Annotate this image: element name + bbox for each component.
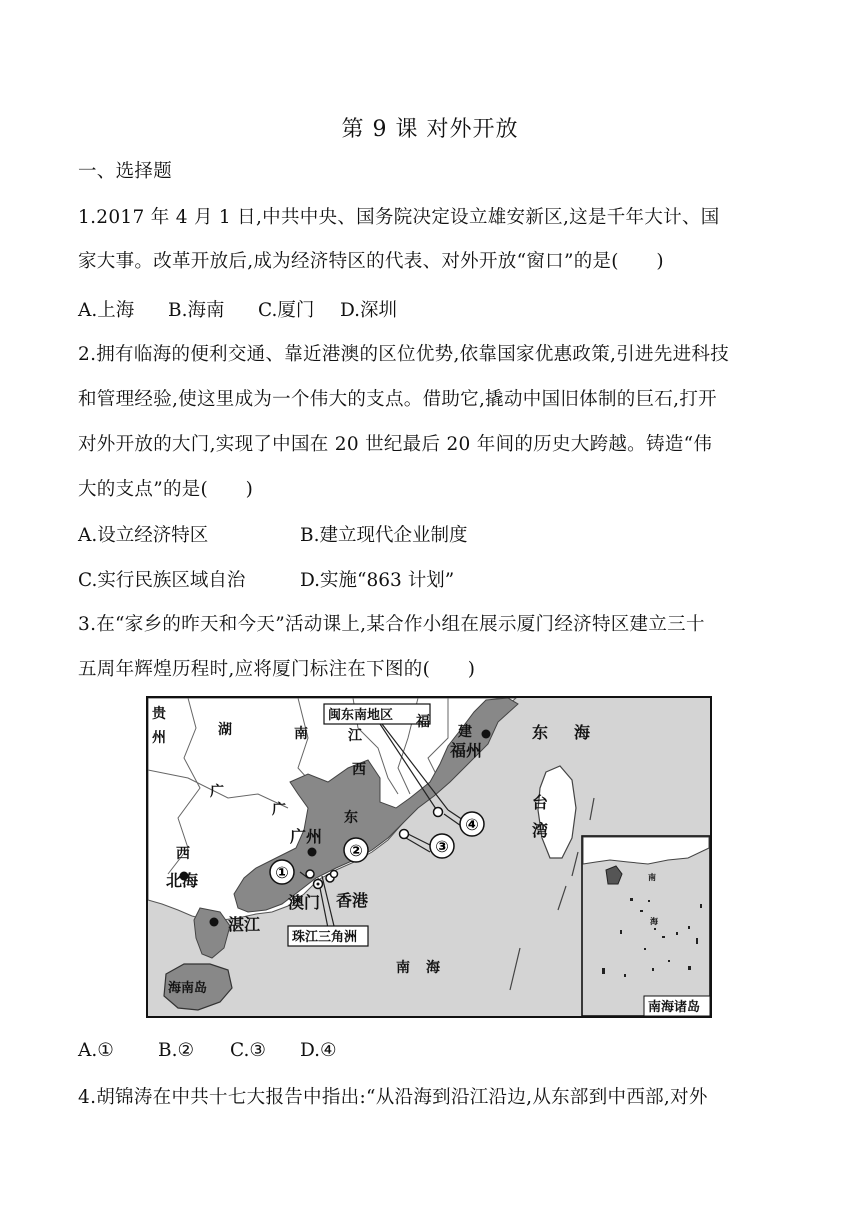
q1-option-b[interactable]: B.海南 <box>168 300 225 321</box>
label-hunan-1: 湖 <box>218 722 232 738</box>
label-beihai: 北海 <box>166 871 199 890</box>
label-mindong: 闽东南地区 <box>328 708 394 723</box>
q1-stem-line1: 1.2017 年 4 月 1 日,中共中央、国务院决定设立雄安新区,这是千年大计、国 <box>78 207 720 228</box>
q4-stem-line1: 4.胡锦涛在中共十七大报告中指出:“从沿海到沿江沿边,从东部到中西部,对外 <box>78 1087 708 1108</box>
q2-option-d[interactable]: D.实施“863 计划” <box>300 570 455 591</box>
marker-3-text: ③ <box>435 837 449 856</box>
label-jiangxi-2: 西 <box>352 762 366 778</box>
q2-stem-line2: 和管理经验,使这里成为一个伟大的支点。借助它,撬动中国旧体制的巨石,打开 <box>78 389 717 410</box>
xiamen-dot <box>434 808 443 817</box>
label-fujian-1: 福 <box>416 714 430 730</box>
label-guizhou-1: 贵 <box>152 706 166 722</box>
q3-option-c[interactable]: C.③ <box>230 1040 266 1061</box>
label-guizhou-2: 州 <box>152 730 166 746</box>
label-guangzhou: 广州 <box>290 827 323 846</box>
q2-stem-line3: 对外开放的大门,实现了中国在 20 世纪最后 20 年间的历史大跨越。铸造“伟 <box>78 434 713 455</box>
q2-stem-line1: 2.拥有临海的便利交通、靠近港澳的区位优势,依靠国家优惠政策,引进先进科技 <box>78 344 730 365</box>
hk-dot <box>331 871 338 878</box>
q3-option-d[interactable]: D.④ <box>300 1040 337 1061</box>
label-fujian-2: 建 <box>458 724 472 740</box>
q2-stem-line4: 大的支点”的是( ) <box>78 479 254 500</box>
macao-dot-center <box>317 883 320 886</box>
fuzhou-dot <box>482 730 491 739</box>
label-guangdong-2: 东 <box>344 810 358 826</box>
section-heading: 一、选择题 <box>78 161 173 182</box>
q2-option-b[interactable]: B.建立现代企业制度 <box>300 525 468 546</box>
q3-stem-line2: 五周年辉煌历程时,应将厦门标注在下图的( ) <box>78 659 476 680</box>
label-nanhai-2: 海 <box>426 960 440 976</box>
q1-stem-line2: 家大事。改革开放后,成为经济特区的代表、对外开放“窗口”的是( ) <box>78 251 664 272</box>
marker-4 <box>460 812 484 836</box>
q2-option-c[interactable]: C.实行民族区域自治 <box>78 570 246 591</box>
label-donghai-1: 东 <box>532 723 549 742</box>
label-guangxi-2: 西 <box>176 846 190 862</box>
label-hainandao: 海南岛 <box>168 981 208 996</box>
map-svg <box>148 698 710 1016</box>
label-jiangxi-1: 江 <box>348 728 362 744</box>
guangzhou-dot <box>308 848 317 857</box>
marker-2-text: ② <box>349 841 363 860</box>
marker-4-text: ④ <box>465 815 479 834</box>
marker-2 <box>344 838 368 862</box>
label-zhanjiang: 湛江 <box>228 915 261 934</box>
q1-option-d[interactable]: D.深圳 <box>340 300 398 321</box>
q3-option-a[interactable]: A.① <box>78 1040 114 1061</box>
zhuhai-dot <box>306 870 314 878</box>
marker-1-text: ① <box>275 863 289 882</box>
label-guangdong-1: 广 <box>272 802 286 818</box>
label-fuzhou: 福州 <box>450 741 483 760</box>
marker-1 <box>270 860 294 884</box>
marker-3 <box>430 834 454 858</box>
label-guangxi-1: 广 <box>210 784 224 800</box>
label-zhujiang: 珠江三角洲 <box>292 930 358 945</box>
inset-label-hai: 海 <box>650 917 658 926</box>
q1-option-c[interactable]: C.厦门 <box>258 300 315 321</box>
q2-option-a[interactable]: A.设立经济特区 <box>78 525 209 546</box>
shantou-dot <box>400 830 409 839</box>
label-xianggang: 香港 <box>336 891 369 910</box>
map-figure <box>146 696 712 1018</box>
label-donghai-2: 海 <box>574 723 591 742</box>
q1-option-a[interactable]: A.上海 <box>78 300 135 321</box>
label-aomen: 澳门 <box>288 893 321 912</box>
label-hunan-2: 南 <box>294 726 308 742</box>
label-taiwan-1: 台 <box>532 793 549 812</box>
q3-stem-line1: 3.在“家乡的昨天和今天”活动课上,某合作小组在展示厦门经济特区建立三十 <box>78 614 705 635</box>
page-title: 第 9 课 对外开放 <box>341 117 519 142</box>
inset-label-nan: 南 <box>648 873 656 882</box>
zhanjiang-dot <box>210 918 219 927</box>
taiwan-island <box>538 766 576 858</box>
label-nanhai-1: 南 <box>396 960 410 976</box>
label-taiwan-2: 湾 <box>532 821 549 840</box>
q3-option-b[interactable]: B.② <box>158 1040 195 1061</box>
label-nanhaizhudao: 南海诸岛 <box>648 1000 701 1015</box>
